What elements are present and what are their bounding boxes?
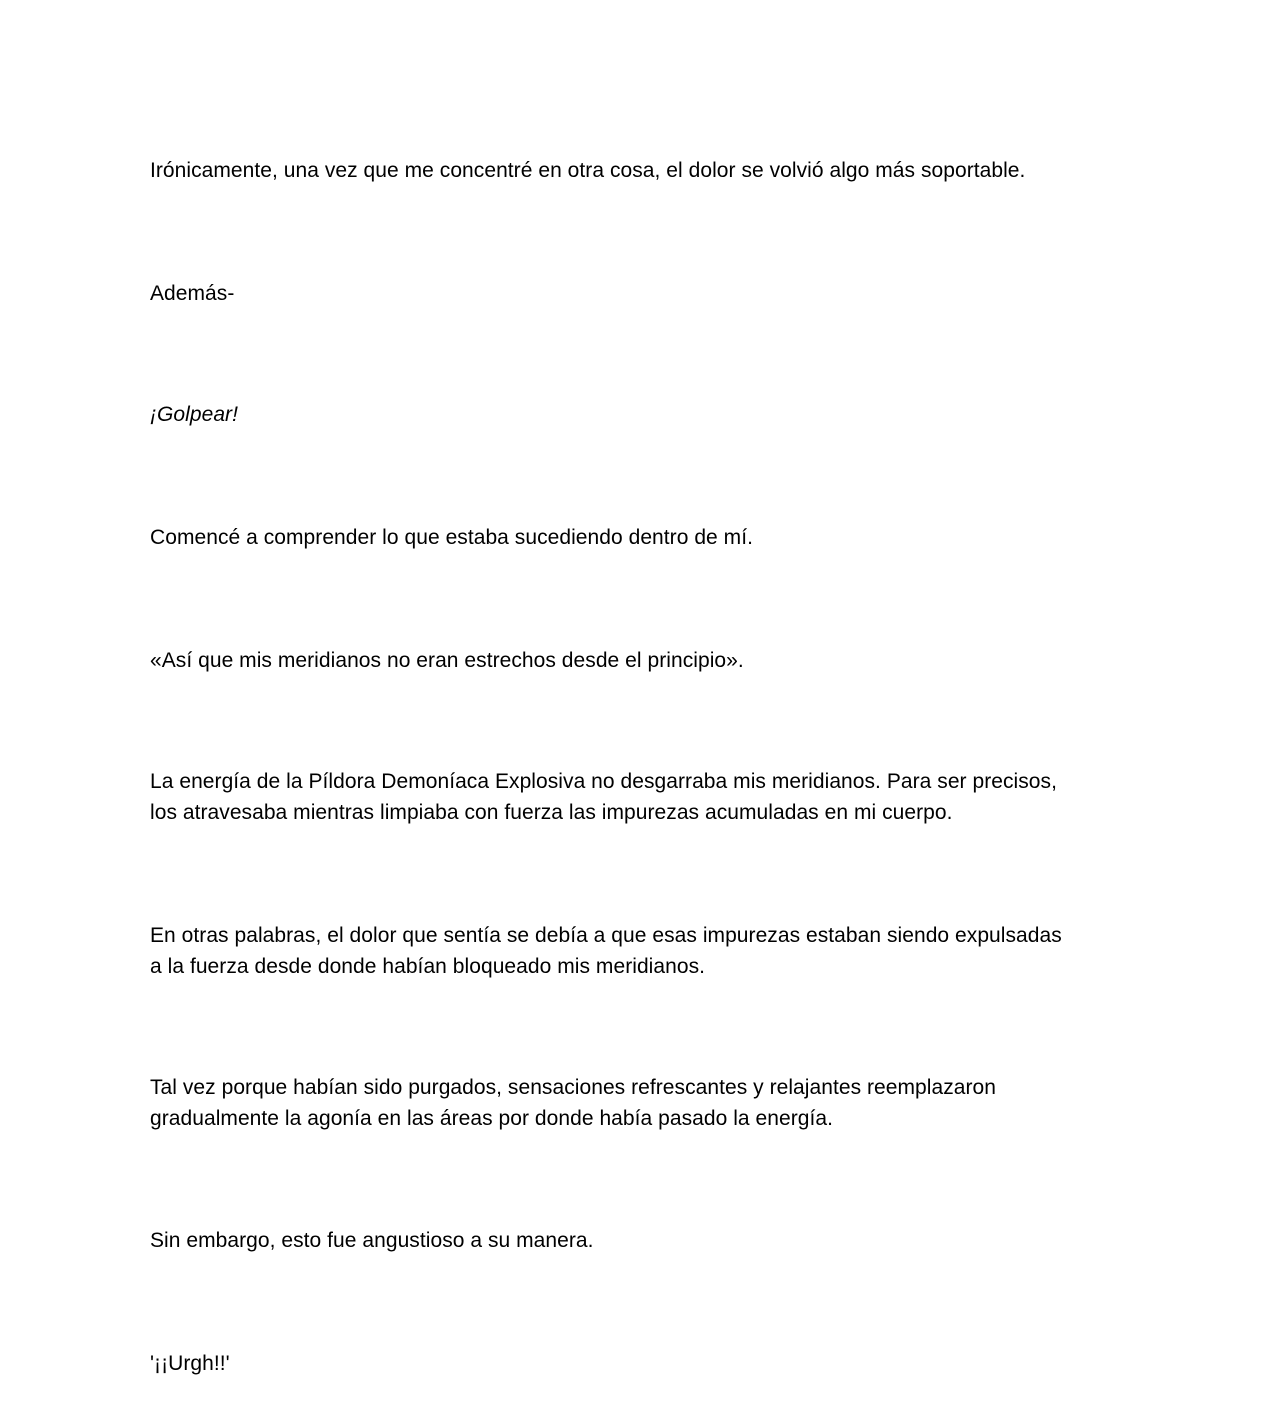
text-line: Además- — [150, 282, 235, 305]
paragraph-1 — [150, 155, 1125, 186]
text-line: a la fuerza desde donde habían bloqueado mis meridianos. — [150, 955, 706, 978]
paragraph-8 — [150, 1072, 1125, 1134]
paragraph-6 — [150, 766, 1125, 828]
text-line: La energía de la Píldora Demoníaca Explosiva no desgarraba mis meridianos. Para ser precisos, — [150, 770, 1057, 793]
text-line: Tal vez porque habían sido purgados, sensaciones refrescantes y relajantes reemplazaron — [150, 1076, 997, 1099]
paragraph-2 — [150, 278, 1125, 309]
text-line: En otras palabras, el dolor que sentía se debía a que esas impurezas estaban siendo expulsadas — [150, 924, 1062, 947]
text-line: Sin embargo, esto fue angustioso a su manera. — [150, 1229, 594, 1252]
text-line: Irónicamente, una vez que me concentré en otra cosa, el dolor se volvió algo más soportable. — [150, 159, 1026, 182]
text-line: Comencé a comprender lo que estaba sucediendo dentro de mí. — [150, 526, 753, 549]
paragraph-5 — [150, 645, 1125, 676]
paragraph-9 — [150, 1225, 1125, 1256]
text-line: '¡¡Urgh!!' — [150, 1352, 230, 1375]
paragraph-3-italic — [150, 399, 1125, 430]
paragraph-4 — [150, 522, 1125, 553]
text-line: gradualmente la agonía en las áreas por donde había pasado la energía. — [150, 1107, 834, 1130]
paragraph-10 — [150, 1348, 1125, 1379]
text-line: «Así que mis meridianos no eran estrechos desde el principio». — [150, 649, 744, 672]
paragraph-7 — [150, 920, 1125, 982]
text-line: ¡Golpear! — [150, 403, 238, 426]
text-line: los atravesaba mientras limpiaba con fuerza las impurezas acumuladas en mi cuerpo. — [150, 801, 953, 824]
